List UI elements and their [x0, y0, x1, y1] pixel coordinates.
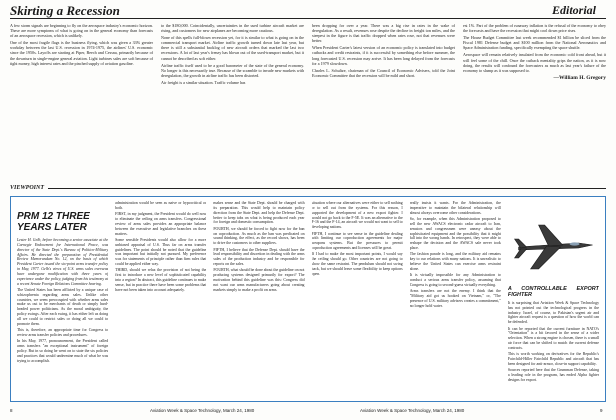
- paragraph: est 1%. Part of the problem of runaway inflation is the refusal of the economy to obey the forecasts and have the recession that might cool down price rises.: [463, 23, 606, 34]
- page-number-right: 9: [600, 408, 603, 413]
- paragraph: It is surprising that Aviation Week & Space Technology has not pointed out the technological progress in the industry. Israel, of course, to Pakistan's urgent air and fighter aircraft request is a question of how the world can be defended.: [507, 300, 600, 325]
- viewpoint-column: [410, 201, 501, 397]
- paragraph: to the $180,000. Coincidentally, uncertainties in the used turbine aircraft market are rising, and customers for new airplanes are becoming more cautious.: [161, 23, 304, 34]
- editorial-column: [463, 23, 606, 183]
- publication-line-right: Aviation Week & Space Technology, March 24, 1980: [360, 408, 465, 413]
- viewpoint-label: VIEWPOINT: [10, 185, 45, 191]
- paragraph: This is worth working on derivatives for the Republic's Fairchild-Hiller Fairchild Republic and aircraft that has been designed for anti-armor, close-in support capability.: [507, 352, 600, 366]
- paragraph: been dropping for over a year. There was a big rise in rates in the wake of deregulation. As a result, revenues rose despite the decline in freight ton miles, and the steepest in the figure is that traffic dropped when rates rose, not that revenues were better.: [312, 23, 455, 44]
- paragraph: FIFTH, I continue to see sense in the guideline dealing with limiting our coproduction agreements for major weapons systems. But the pressures to permit coproduction agreements and licenses will be great.: [311, 231, 403, 251]
- editorial-column: [10, 23, 153, 183]
- paragraph: Arms transfers are not the enemy. I think that the "Military aid got us hooked on Vietnam," or, "The presence of U.S. military advisers creates a commitment," no longer hold water.: [409, 289, 501, 308]
- viewpoint-headline: PRM 12 THREE YEARS LATER: [17, 211, 90, 233]
- paragraph: The United States has been afflicted by a unique case of schizophrenia regarding arms sales. Unlike other countries, we seem preoccupied with whether arms sales make us out to be merchants of death or simply hard-headed power politicians. As the moral ambiguity, the policy swings. After each swing, it has either left us doing all we could to restrict sales or doing all we could to promote them.: [17, 287, 109, 326]
- editorial-column: [312, 23, 455, 183]
- paragraph: THIRD, should we relax the provision of not being the first to introduce a new level of sophisticated capability into a region? In abstract, this guideline continues to make sense, but in practice there have been some problems that have not been taken into account adequately.: [115, 268, 207, 292]
- paragraph: Airline traffic itself used to be a good barometer of the state of the general economy. No longer is this necessarily true. Because of the scramble to invade new markets with deregulation, the growth in airline traffic has been distorted.: [161, 62, 304, 78]
- editorial-section: [0, 0, 616, 194]
- fighter-jet-illustration: [508, 203, 599, 281]
- viewpoint-columns: [17, 201, 599, 397]
- paragraph: makes sense and the State Dept. should be charged with its preparation. This would help to maintain policy direction from the State Dept. and help the Defense Dept. better to keep tabs on what is being produced each year for foreign and domestic consumption.: [213, 201, 305, 225]
- paragraph: administration would be seen as naive or hypocritical or both.: [115, 201, 207, 210]
- paragraph: In his May, 1977, pronouncement, the President called arms transfers "an exceptional instrument" of foreign policy. But in so doing he went on to state the six policies and practices that would undermine much of what he was trying to accomplish.: [17, 339, 109, 363]
- viewpoint-rule: [48, 188, 606, 189]
- paragraph: It can be reported that the current furniture in NATO's "Orientation" is a bit favored in the sense of a wider selection. When a strong engine is chosen, there is a small air force that can be shifted to match the current defense contracts.: [507, 326, 600, 350]
- paragraph: Air freight is a similar situation. Traffic volume has: [161, 79, 246, 85]
- paragraph: It is virtually impossible for any Administration to conduct a serious arms transfer policy, assuming that Congress is going to second-guess virtually everything.: [409, 273, 501, 287]
- editorial-column: [161, 23, 304, 183]
- paragraph: So, for example, when this Administration proposed to sell the new AWACS electronic radar aircraft to Iran, senators and congressmen were uneasy about the sophisticated equipment and the possibility that it might fall into the wrong hands. In retrospect, they were able to reshape the decision and the AWACS sale never took place.: [409, 217, 501, 251]
- viewpoint-column: [312, 201, 403, 397]
- paragraph: FIFTH, I believe that the Defense Dept. should have the lead responsibility and discretion in dealing with the arms sales of the production industry and be responsible for reports on the sales.: [213, 247, 305, 267]
- editorial-title: Skirting a Recession: [10, 3, 120, 18]
- figure-caption: A CONTROLLABLE EXPORT FIGHTER: [507, 285, 600, 299]
- paragraph: If I had to make the most important points, I would say the ceiling should go. Other countries are not going to show the same restraint. The pendulum should not swing back, but we should leave some flexibility to keep options open.: [311, 252, 403, 276]
- viewpoint-box: [10, 196, 606, 402]
- paragraph: None of this spells full-blown recession yet, for it is similar to what is going on in the commercial transport market. Airline traffic growth turned down late last year, but there is still a substantial backlog of new aircraft orders that marked the last two recessions. A lot of last year's frenzy has blown out of the used-transport market, but it cannot be described as soft either.: [161, 35, 304, 61]
- paragraph: Charles L. Schultze, chairman of the Council of Economic Advisers, told the Joint Economic Committee that the recession will be mild and short.: [312, 67, 455, 78]
- paragraph: situation where our alternatives were either to sell nothing or to sell out from the systems. For this reason, I supported the development of a new export fighter. I would not go back to the F-5E. It was an alternative to the F-16 and the F-14, an aircraft we would not want to sell to developing nations.: [311, 201, 403, 230]
- viewpoint-column: [508, 201, 599, 397]
- title-rule: [10, 18, 606, 19]
- paragraph: A few storm signals are beginning to fly on the aerospace industry's economic horizon. These are more symptoms of what is going on in the general economy than forecasts of an aerospace recession, which is unlikely.: [10, 23, 153, 39]
- publication-line-left: Aviation Week & Space Technology, March 24, 1980: [150, 408, 255, 413]
- paragraph: This is, therefore, an appropriate time for Congress to review arms transfer policies and procedures.: [17, 328, 109, 338]
- paragraph: When President Carter's latest version of an economic policy is translated into budget cutbacks and credit restraints, if it is successful by something else before summer, the long forecasted U.S. recession may arrive. It has been long delayed from the forecasts for a 1979 slowdown.: [312, 45, 455, 66]
- viewpoint-column: [17, 201, 108, 397]
- paragraph: FOURTH, what should be done about the guideline on not producing systems designed primarily for export? The motivation behind this guideline was this: Congress did not want our arms manufacturers going about creating markets simply to make a profit on arms.: [213, 268, 305, 292]
- paragraph: FIRST, in my judgment, the President would do well now to eliminate the ceiling on arms transfers. Congressional review of arms sales provides an appropriate balance between the executive and legislative branches on these matters.: [115, 212, 207, 236]
- paragraph: The House Budget Committee last week recommended $1 billion be sliced from the Fiscal 1981 Defense budget and $100 million from the National Aeronautics and Space Administration funding, specifically exempting the space shuttle.: [463, 35, 606, 51]
- paragraph: really insists it wants. For the Administration, the imperative to maintain the bilateral relationship will almost always overcome other considerations.: [409, 201, 501, 215]
- paragraph: One of the most fragile flags is the business flying, which was given a 33% greater workday between the last U.S. recession in 1974-1975, the airlines' U.S. economic since the 1950s. Layoffs are starting at Piper, Beech and Cessna, primarily because of the downturn in single-engine general aviation. Light turbines sales are soft because of tight money, high interest rates and the pinched supply of aviation gasoline.: [10, 40, 153, 66]
- paragraph: The fashion parade is long, and the military aid remains key to our relations with many nations. It is unrealistic to believe the United States can exercise arms restraint alone.: [409, 252, 501, 271]
- page-number-left: 8: [10, 408, 13, 413]
- paragraph: Some sensible Presidents would also allow for a more unbiased appraisal of U.S. Thus far on arms transfer guidelines. The point should be noted that the guideline was important but initially not pursued. My preference was for statements of principle rather than firm rules that could be applied either way.: [115, 237, 207, 267]
- section-label: Editorial: [552, 3, 597, 17]
- viewpoint-column: [115, 201, 206, 397]
- page-footer: [10, 406, 606, 416]
- editorial-signature: —William H. Gregory: [553, 74, 606, 81]
- paragraph: Aerospace will remain relatively insulated from the economic cold front ahead, but it will feel some of the chill. Once the cutback mentality grips the nation, as it is now doing, the results will confound the forecasters as much as last year's failure of the economy to slump as it was supposed to.: [463, 52, 606, 73]
- editorial-columns: [10, 23, 606, 183]
- viewpoint-column: [213, 201, 304, 397]
- byline: Lester H. Gelb, before becoming a senior associate at the Carnegie Endowment for International Peace, was director of the State Dept.'s Bureau of Politico-Military Affairs. He directed the preparation of Presidential Review Memorandum No. 12, on the basis of which President Carter issued the six-point arms transfer policy in May, 1977. Gelb's views of U.S. arms sales overseas have undergone modification with three years of experience under the policy, judging from his testimony at a recent Senate Foreign Relations Committee hearing.: [17, 238, 109, 286]
- paragraph: FOURTH, we should be forced to fight now for the ban on coproduction. As much as the ban was predicated on sound thinking, the effect, as the record shows, has been to drive the customers to other suppliers.: [213, 226, 305, 246]
- paragraph: Sources reported here that the Grumman Defense, taking a leading role in the program, has ended Alpha fighter designs for export.: [507, 368, 600, 382]
